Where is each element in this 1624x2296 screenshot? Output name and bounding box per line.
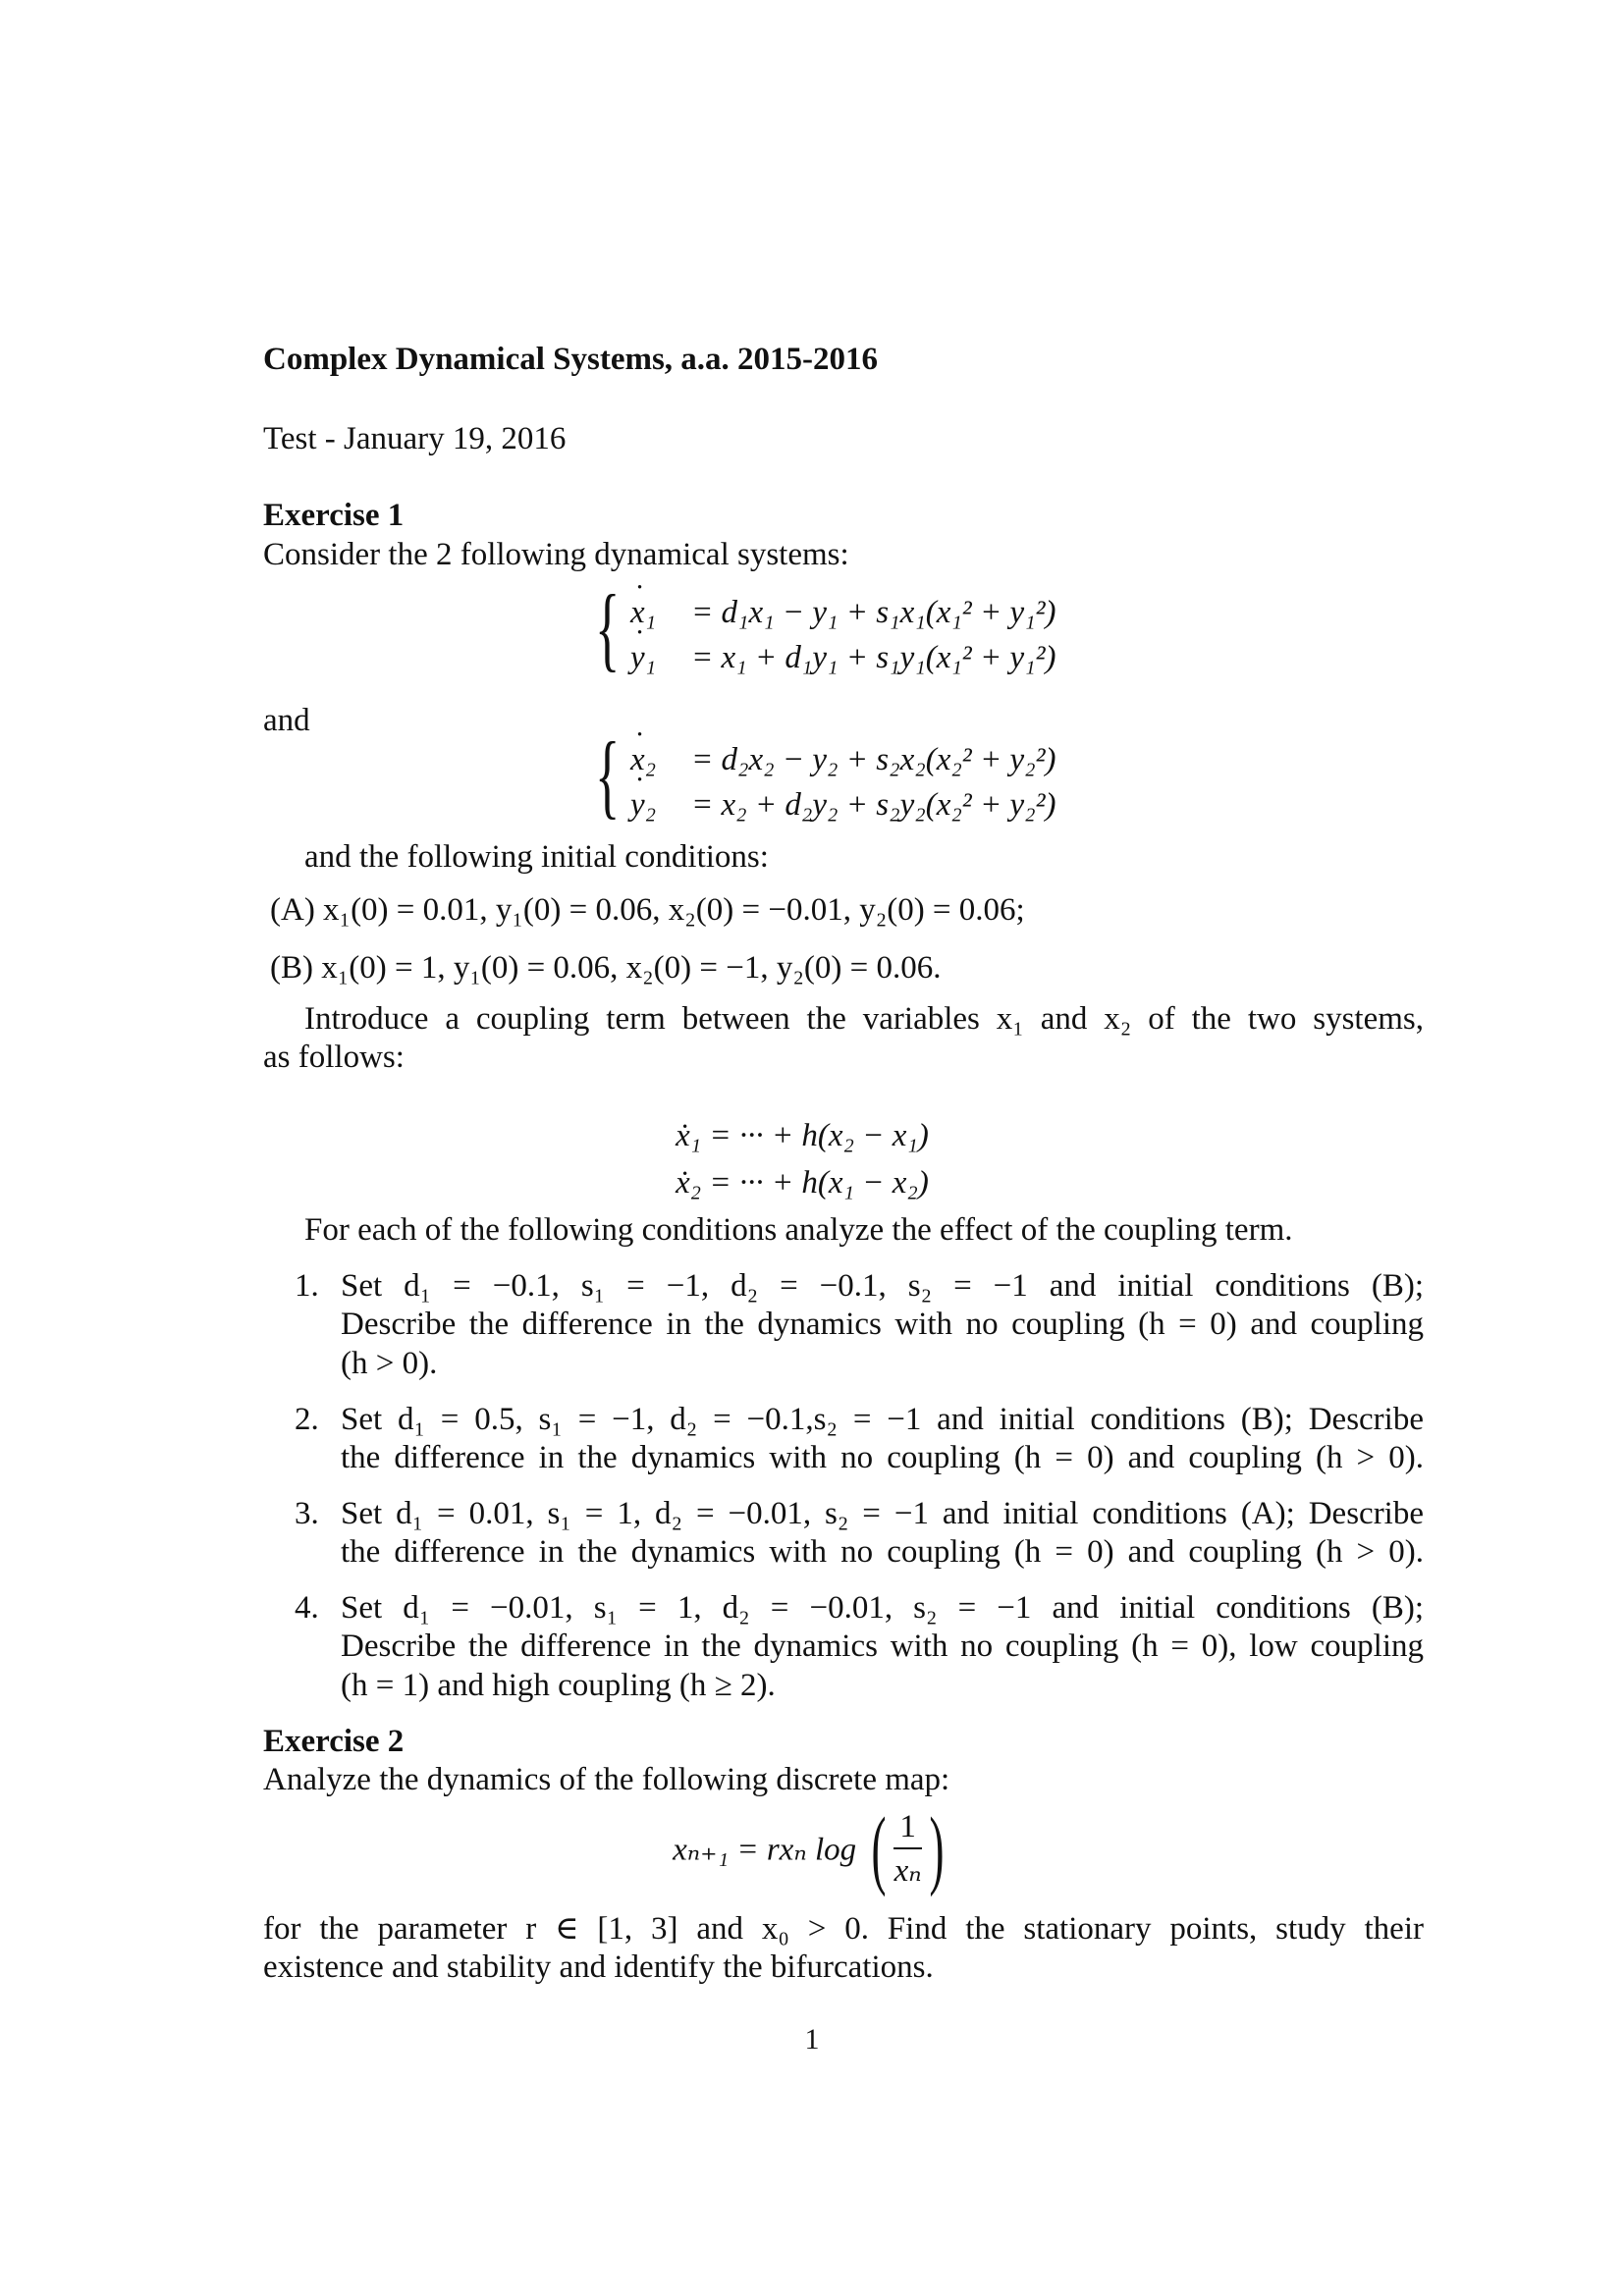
task-intro: For each of the following conditions analyze the effect of the coupling term. [304,1212,1293,1248]
initial-condition-b: (B) x₁(0) = 1, y₁(0) = 0.06, x₂(0) = −1, y₂(0) = 0.06. [270,950,942,986]
equation-rhs: = d₂x₂ − y₂ + s₂x₂(x₂² + y₂²) [691,742,1056,777]
coupling-equation-1: ẋ₁ = ··· + h(x₂ − x₁) [676,1118,929,1153]
task-item-line: Set d₁ = −0.1, s₁ = −1, d₂ = −0.1, s₂ = −1 and initial conditions (B); [341,1268,1424,1304]
task-item-line: Describe the difference in the dynamics with no coupling (h = 0) and coupling [341,1307,1424,1342]
equation-lhs: ˙ x₁ [630,595,656,631]
task-item-number: 4. [295,1590,319,1626]
task-item-number: 1. [295,1268,319,1304]
coupling-intro-line-2: as follows: [263,1040,405,1075]
task-item-line: (h = 1) and high coupling (h ≥ 2). [341,1668,776,1703]
coupling-intro-line-1: Introduce a coupling term between the variables x₁ and x₂ of the two systems, [304,1001,1424,1037]
exercise-2-text-line-2: existence and stability and identify the bifurcations. [263,1949,934,1985]
equation-lhs: ˙ y₂ [630,787,656,824]
system-2-row-x [630,742,1056,778]
task-item-line: Set d₁ = −0.01, s₁ = 1, d₂ = −0.01, s₂ = −1 and initial conditions (B); [341,1590,1424,1626]
document-title: Complex Dynamical Systems, a.a. 2015-2016 [263,342,879,377]
coupling-equation-2: ẋ₂ = ··· + h(x₁ − x₂) [676,1165,929,1201]
task-item-line: (h > 0). [341,1346,438,1381]
fraction-denominator: xₙ [893,1852,922,1889]
test-date: Test - January 19, 2016 [263,421,567,456]
map-lhs: xₙ₊₁ = rxₙ log [673,1832,857,1868]
system-2-row-y [630,787,1056,824]
task-item-line: the difference in the dynamics with no coupling (h = 0) and coupling (h > 0). [341,1534,1424,1570]
equation-rhs: = d₁x₁ − y₁ + s₁x₁(x₁² + y₁²) [691,595,1056,630]
fraction [893,1806,922,1893]
task-item-line: Set d₁ = 0.01, s₁ = 1, d₂ = −0.01, s₂ = −1 and initial conditions (A); Describe [341,1496,1424,1531]
page-number: 1 [804,2023,820,2056]
task-item-line: Describe the difference in the dynamics with no coupling (h = 0), low coupling [341,1629,1424,1664]
right-paren-icon: ) [929,1800,945,1897]
system-1-row-y [630,640,1056,676]
left-brace-icon: { [595,575,621,680]
equation-lhs: ˙ x₂ [630,742,656,778]
task-item-number: 3. [295,1496,319,1531]
exercise-1-intro: Consider the 2 following dynamical systems: [263,537,849,572]
discrete-map-equation [0,1798,1624,1899]
task-item-line: the difference in the dynamics with no coupling (h = 0) and coupling (h > 0). [341,1440,1424,1475]
left-paren-icon: ( [871,1800,887,1897]
exercise-2-intro: Analyze the dynamics of the following discrete map: [263,1762,950,1797]
equation-lhs: ˙ y₁ [630,640,656,676]
task-item-line: Set d₁ = 0.5, s₁ = −1, d₂ = −0.1,s₂ = −1 and initial conditions (B); Describe [341,1402,1424,1437]
system-1-row-x [630,595,1056,631]
initial-condition-a: (A) x₁(0) = 0.01, y₁(0) = 0.06, x₂(0) = −0.01, y₂(0) = 0.06; [270,892,1025,928]
and-connector: and [263,703,310,738]
fraction-numerator: 1 [893,1806,922,1849]
exercise-2-heading: Exercise 2 [263,1724,405,1759]
initial-conditions-intro: and the following initial conditions: [304,839,769,875]
exercise-1-heading: Exercise 1 [263,498,405,533]
task-item-number: 2. [295,1402,319,1437]
exercise-2-text-line-1: for the parameter r ∈ [1, 3] and x₀ > 0. Find the stationary points, study their [263,1911,1424,1947]
left-brace-icon: { [595,722,621,828]
equation-rhs: = x₁ + d₁y₁ + s₁y₁(x₁² + y₁²) [691,640,1056,675]
equation-rhs: = x₂ + d₂y₂ + s₂y₂(x₂² + y₂²) [691,787,1056,823]
